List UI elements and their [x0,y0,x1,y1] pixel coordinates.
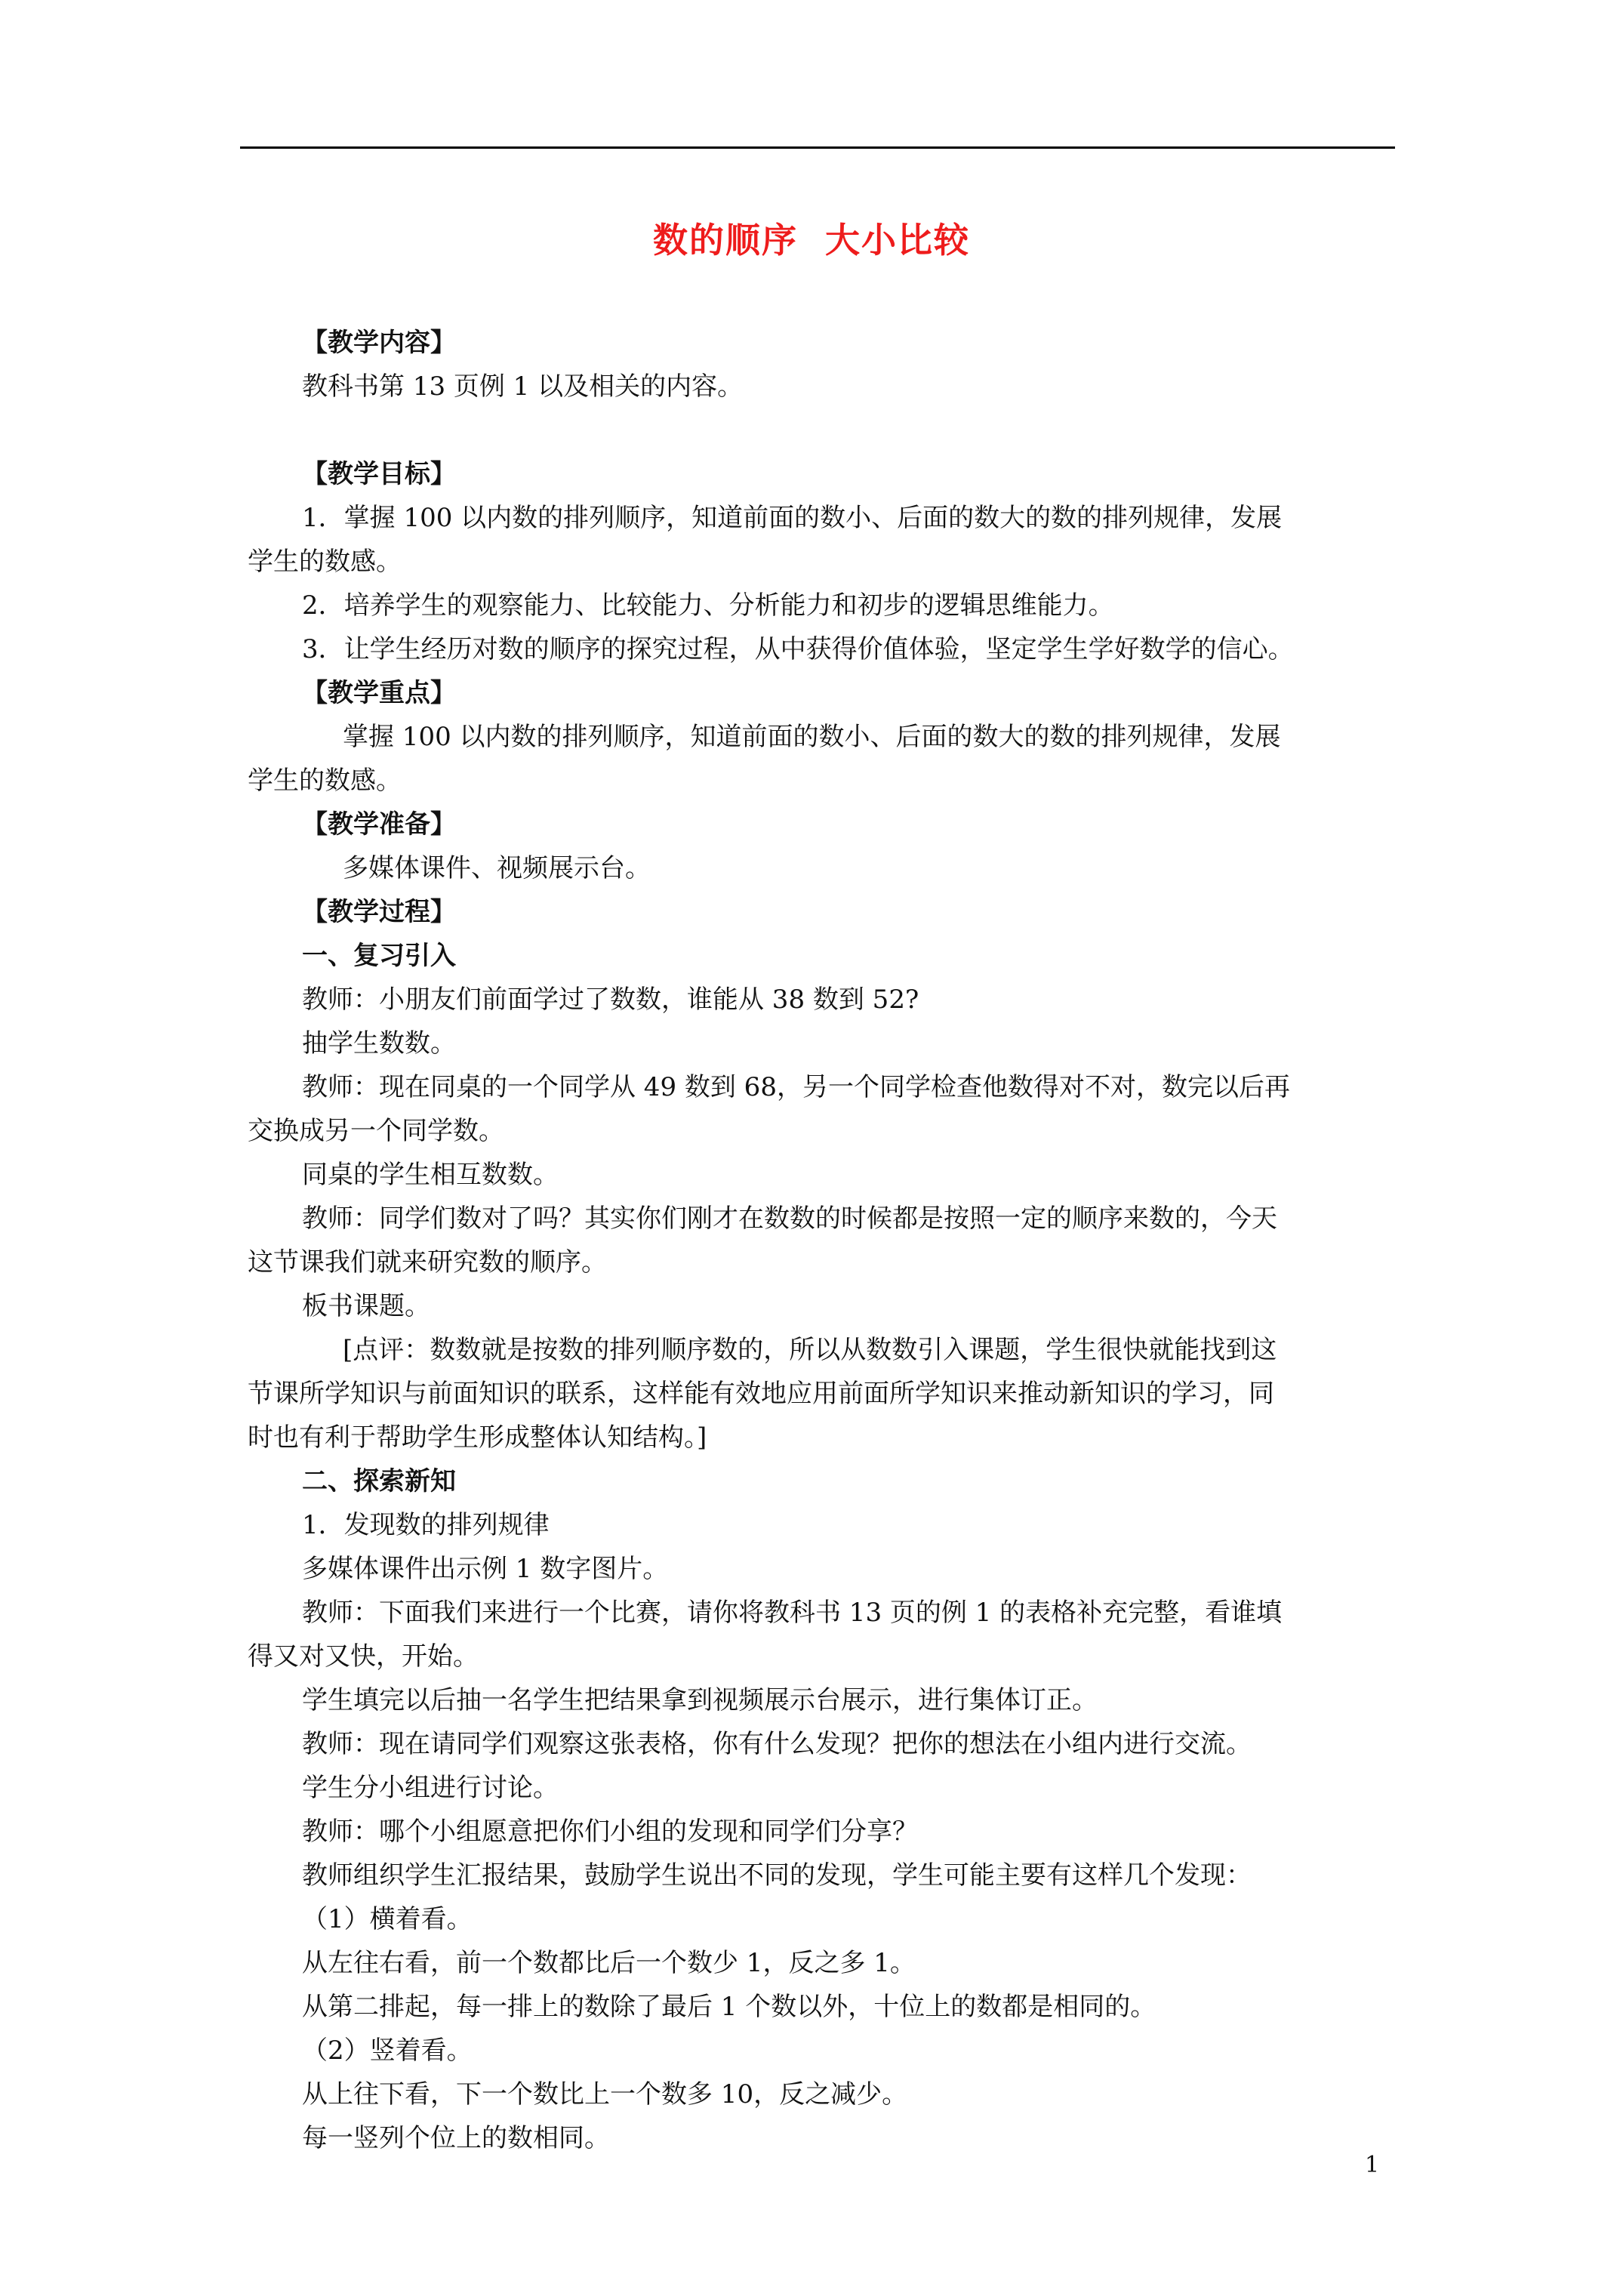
paragraph: 得又对又快，开始。 [248,1641,479,1672]
paragraph: 多媒体课件、视频展示台。 [343,853,651,883]
page-number: 1 [1365,2152,1380,2178]
paragraph: 教师：同学们数对了吗？其实你们刚才在数数的时候都是按照一定的顺序来数的，今天 [302,1203,1277,1234]
paragraph: 每一竖列个位上的数相同。 [302,2123,610,2153]
paragraph: 抽学生数数。 [302,1028,456,1059]
paragraph: 从左往右看，前一个数都比后一个数少 1，反之多 1。 [302,1948,916,1978]
paragraph: 掌握 100 以内数的排列顺序，知道前面的数小、后面的数大的数的排列规律，发展 [343,722,1281,752]
page-title: 数的顺序 大小比较 [652,220,971,260]
paragraph: 教师：下面我们来进行一个比赛，请你将教科书 13 页的例 1 的表格补充完整，看谁填 [302,1598,1283,1628]
heading-teaching-prep: 【教学准备】 [302,809,456,840]
list-item: （2）竖着看。 [302,2036,473,2066]
paragraph: 从上往下看，下一个数比上一个数多 10，反之减少。 [302,2079,908,2110]
section-heading: 二、探索新知 [302,1466,456,1496]
paragraph: 教师：现在同桌的一个同学从 49 数到 68，另一个同学检查他数得对不对，数完以后再 [302,1072,1290,1102]
list-item: （1）横着看。 [302,1904,473,1934]
paragraph: 3．让学生经历对数的顺序的探究过程，从中获得价值体验，坚定学生学好数学的信心。 [302,634,1294,664]
paragraph: 学生的数感。 [248,766,402,796]
paragraph: 同桌的学生相互数数。 [302,1160,559,1190]
heading-teaching-process: 【教学过程】 [302,897,456,927]
heading-teaching-content: 【教学内容】 [302,328,456,358]
comment: 节课所学知识与前面知识的联系，这样能有效地应用前面所学知识来推动新知识的学习，同 [248,1379,1274,1409]
paragraph: 交换成另一个同学数。 [248,1116,504,1146]
comment: 时也有利于帮助学生形成整体认知结构。] [248,1422,707,1453]
paragraph: 教师组织学生汇报结果，鼓励学生说出不同的发现，学生可能主要有这样几个发现： [302,1860,1252,1891]
header-rule [240,146,1395,149]
paragraph: 1．掌握 100 以内数的排列顺序，知道前面的数小、后面的数大的数的排列规律，发展 [302,503,1283,533]
paragraph: 教师：现在请同学们观察这张表格，你有什么发现？把你的想法在小组内进行交流。 [302,1729,1252,1759]
heading-teaching-key: 【教学重点】 [302,678,456,708]
paragraph: 板书课题。 [302,1291,430,1321]
paragraph: 这节课我们就来研究数的顺序。 [248,1247,607,1277]
paragraph: 2．培养学生的观察能力、比较能力、分析能力和初步的逻辑思维能力。 [302,590,1114,621]
paragraph: 教师：哪个小组愿意把你们小组的发现和同学们分享？ [302,1817,918,1847]
document-body [248,321,1395,2160]
paragraph: 多媒体课件出示例 1 数字图片。 [302,1554,669,1584]
paragraph: 从第二排起，每一排上的数除了最后 1 个数以外，十位上的数都是相同的。 [302,1992,1156,2022]
paragraph: 学生分小组进行讨论。 [302,1773,559,1803]
section-heading: 一、复习引入 [302,941,456,971]
paragraph: 教科书第 13 页例 1 以及相关的内容。 [302,371,744,402]
heading-teaching-goals: 【教学目标】 [302,459,456,489]
subsection-heading: 1．发现数的排列规律 [302,1510,550,1540]
paragraph: 学生填完以后抽一名学生把结果拿到视频展示台展示，进行集体订正。 [302,1685,1098,1715]
paragraph: 学生的数感。 [248,547,402,577]
paragraph: 教师：小朋友们前面学过了数数，谁能从 38 数到 52? [302,985,919,1015]
comment: [点评：数数就是按数的排列顺序数的，所以从数数引入课题，学生很快就能找到这 [343,1335,1277,1365]
